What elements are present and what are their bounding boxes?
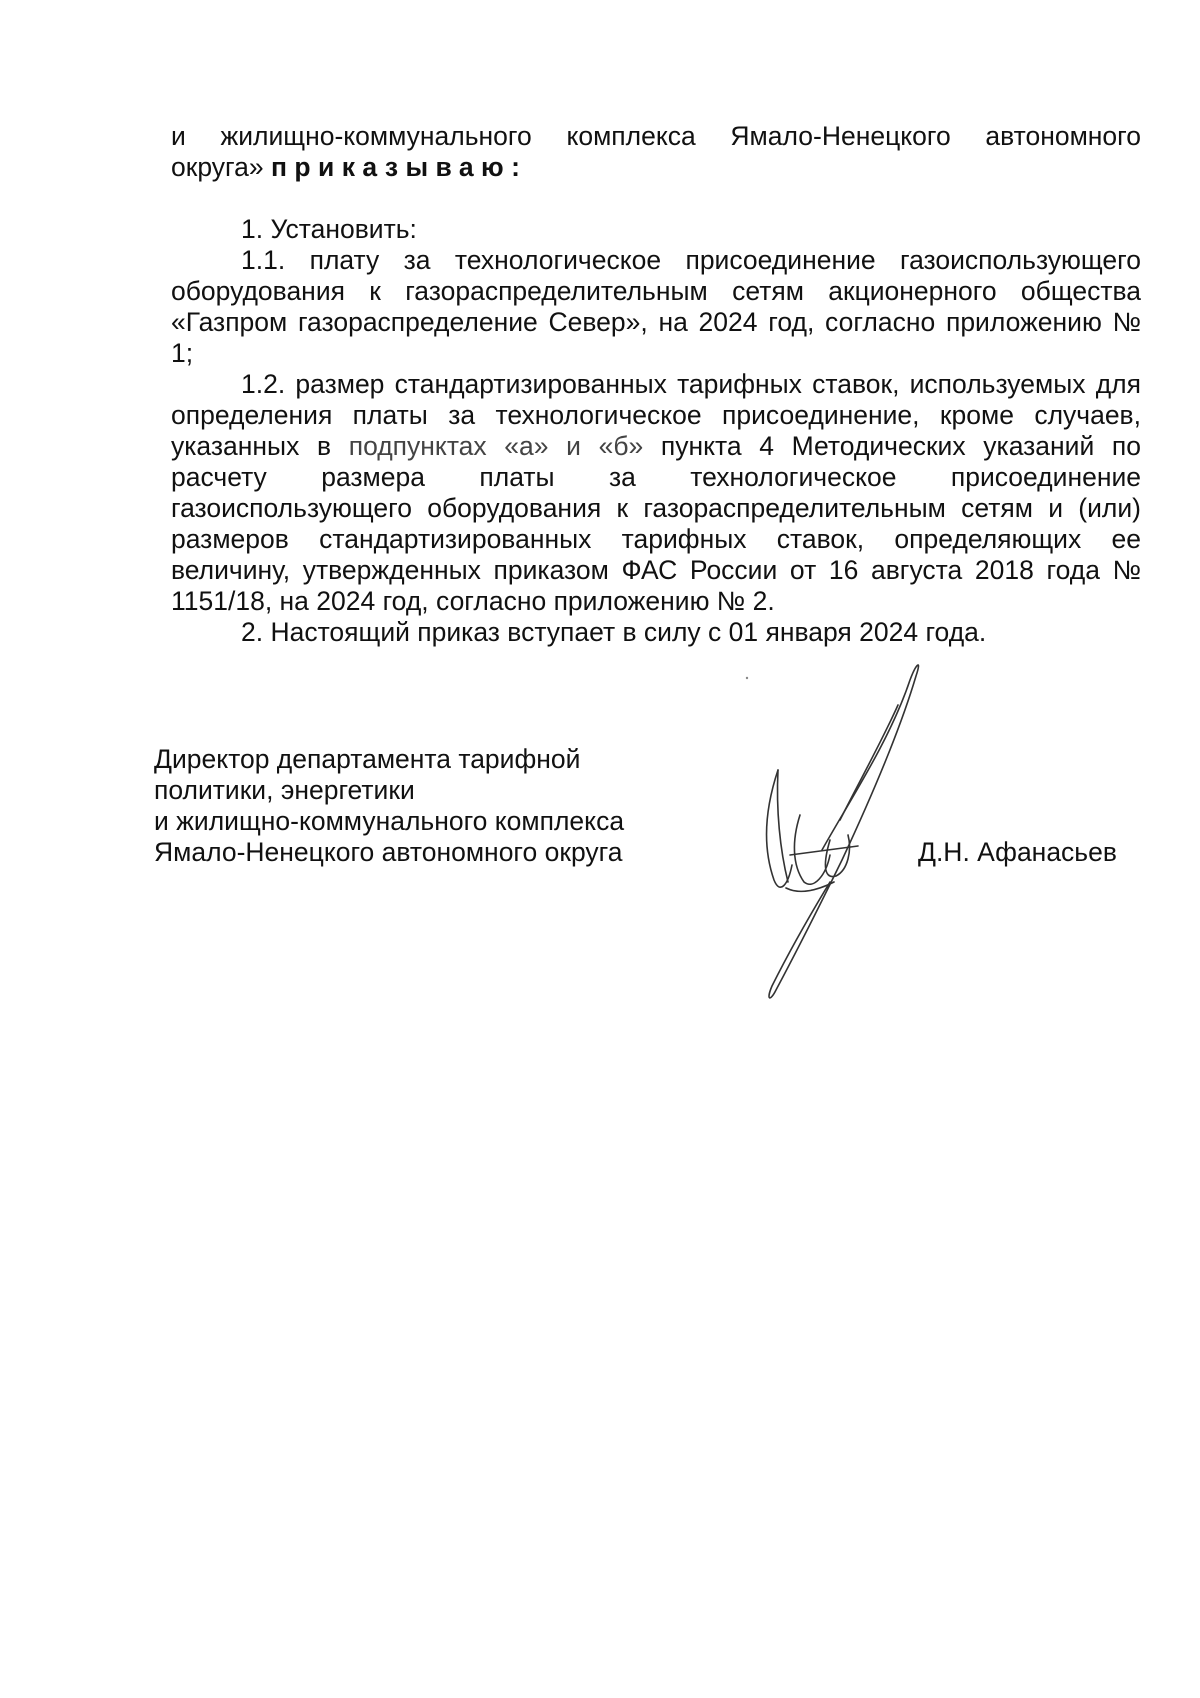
- intro-line-2: [171, 152, 1141, 183]
- signature-stroke: [840, 705, 898, 820]
- signatory-title: [154, 744, 714, 868]
- item-1-2-part1: 1.2. размер стандартизированных тарифных ставок, используемых для определения платы за технологическое присоединение, кроме случаев, указанных в: [171, 369, 1141, 461]
- intro-line-2-text: округа»: [171, 152, 264, 182]
- item-1-1: 1.1. плату за технологическое присоединение газоиспользующего оборудования к газораспределительным сетям акционерного общества «Газпром газораспределение Север», на 2024 год, согласно приложению № 1;: [171, 245, 1141, 368]
- signatory-title-line: политики, энергетики: [154, 775, 415, 805]
- decree-word: приказываю:: [270, 152, 528, 182]
- signature-stroke: [777, 770, 788, 882]
- signatory-title-line: Ямало-Ненецкого автономного округа: [154, 837, 623, 867]
- order-body: [171, 121, 1141, 648]
- item-2: 2. Настоящий приказ вступает в силу с 01 января 2024 года.: [241, 617, 987, 647]
- item-1-2-subclauses: подпунктах «а» и «б»: [348, 431, 644, 461]
- item-1: 1. Установить:: [241, 214, 417, 244]
- signatory-name: Д.Н. Афанасьев: [918, 837, 1117, 867]
- item-1-2-part2: пункта 4 Методических указаний по расчету размера платы за технологическое присоединение газоиспользующего оборудования к газораспределительным сетям и (или) размеров стандартизированных тарифных ставок, определяющих ее величину, утвержденных приказом ФАС России от 16 августа 2018 года № 1151/18, на 2024 год, согласно приложению № 2.: [171, 431, 1142, 616]
- ink-dot: [746, 677, 748, 679]
- signatory-title-line: Директор департамента тарифной: [154, 744, 581, 774]
- signature-stroke: [794, 815, 830, 884]
- handwritten-signature: [730, 650, 970, 1010]
- intro-line-1: и жилищно-коммунального комплекса Ямало-Ненецкого автономного: [171, 121, 1141, 151]
- signatory-title-line: и жилищно-коммунального комплекса: [154, 806, 625, 836]
- item-1-2: [171, 369, 1141, 617]
- signature-stroke: [769, 665, 918, 998]
